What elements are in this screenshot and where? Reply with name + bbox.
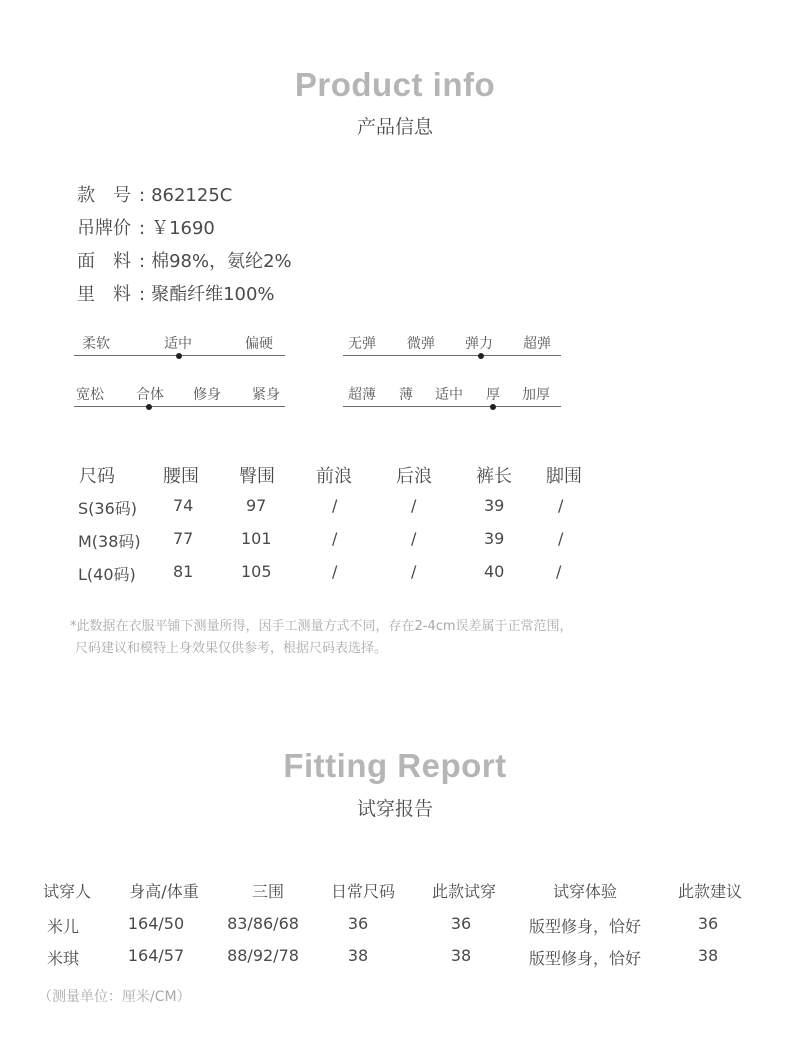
fitting-table-header: 日常尺码 xyxy=(330,882,395,901)
size-cell: / xyxy=(332,562,338,581)
fitting-cell: 米儿 xyxy=(46,917,79,936)
scale-marker-dot xyxy=(478,353,484,359)
scale-option: 无弹 xyxy=(348,336,376,352)
info-value: 棉98%，氨纶2% xyxy=(151,251,292,272)
fitting-cell: 164/57 xyxy=(127,946,185,965)
size-cell: 81 xyxy=(173,562,194,581)
fitting-cell: 36 xyxy=(697,914,719,933)
size-table-header: 后浪 xyxy=(396,466,432,487)
scale-option-selected: 厚 xyxy=(486,387,500,403)
scale-option: 超弹 xyxy=(523,336,551,352)
fitting-cell: 36 xyxy=(347,914,369,933)
fitting-cell: 36 xyxy=(450,914,472,933)
size-cell: 39 xyxy=(484,529,505,548)
scale-option: 偏硬 xyxy=(245,336,273,352)
scale-option-selected: 适中 xyxy=(164,336,192,352)
size-cell: 97 xyxy=(246,496,267,515)
scale-option: 紧身 xyxy=(252,387,280,403)
scale-option: 薄 xyxy=(399,387,413,403)
fitting-cell: 版型修身，恰好 xyxy=(528,917,641,936)
product-info-subtitle: 产品信息 xyxy=(356,116,433,138)
fitting-table-header: 试穿体验 xyxy=(552,882,617,901)
scale-option-selected: 弹力 xyxy=(465,336,493,352)
size-cell: L(40码) xyxy=(78,565,136,584)
fitting-cell: 83/86/68 xyxy=(227,914,299,933)
fitting-cell: 38 xyxy=(347,946,369,965)
scale-option: 宽松 xyxy=(76,387,104,403)
info-row-price: 吊牌价 : ￥1690 xyxy=(77,214,215,240)
fitting-cell: 38 xyxy=(450,946,472,965)
measurement-note-line-2: 尺码建议和模特上身效果仅供参考，根据尺码表选择。 xyxy=(75,641,388,656)
scale-line xyxy=(343,406,561,407)
size-cell: 39 xyxy=(484,496,505,515)
scale-option: 修身 xyxy=(193,387,221,403)
fitting-table-header: 三围 xyxy=(251,882,284,901)
info-label: 里 料 xyxy=(77,284,131,305)
size-cell: / xyxy=(411,496,417,515)
scale-option-selected: 合体 xyxy=(136,387,164,403)
info-value: 862125C xyxy=(151,185,233,206)
size-cell: / xyxy=(332,496,338,515)
scale-option: 超薄 xyxy=(348,387,376,403)
size-cell: S(36码) xyxy=(78,499,138,518)
size-table-header: 裤长 xyxy=(476,466,512,487)
fitting-report-subtitle: 试穿报告 xyxy=(356,798,433,820)
product-info-title: Product info xyxy=(294,66,496,103)
scale-option: 适中 xyxy=(435,387,463,403)
size-table-header: 前浪 xyxy=(316,466,352,487)
info-label: 吊牌价 xyxy=(77,218,131,239)
scale-marker-dot xyxy=(176,353,182,359)
scale-option: 加厚 xyxy=(522,387,550,403)
fitting-table-header: 此款试穿 xyxy=(431,882,496,901)
size-cell: / xyxy=(556,562,562,581)
scale-option: 微弹 xyxy=(407,336,435,352)
fitting-table-header: 试穿人 xyxy=(42,882,91,901)
fitting-cell: 米琪 xyxy=(46,949,79,968)
size-cell: 105 xyxy=(241,562,272,581)
scale-option: 柔软 xyxy=(82,336,110,352)
size-cell: / xyxy=(558,496,564,515)
fitting-cell: 38 xyxy=(697,946,719,965)
size-table-header: 脚围 xyxy=(546,466,582,487)
info-value: ￥1690 xyxy=(151,218,215,239)
info-row-style-no: 款 号 : 862125C xyxy=(77,181,232,207)
size-cell: 77 xyxy=(173,529,194,548)
measurement-note-line-1: *此数据在衣服平铺下测量所得，因手工测量方式不同，存在2-4cm误差属于正常范围， xyxy=(70,619,573,634)
fitting-table-header: 此款建议 xyxy=(677,882,742,901)
size-cell: / xyxy=(411,562,417,581)
size-table-header: 臀围 xyxy=(239,466,275,487)
size-cell: 40 xyxy=(484,562,505,581)
size-table-header: 腰围 xyxy=(163,466,199,487)
fitting-report-title: Fitting Report xyxy=(283,747,507,784)
size-cell: / xyxy=(332,529,338,548)
scale-line xyxy=(343,355,561,356)
fitting-cell: 88/92/78 xyxy=(227,946,299,965)
info-row-fabric: 面 料 : 棉98%，氨纶2% xyxy=(77,247,292,273)
fitting-cell: 版型修身，恰好 xyxy=(528,949,641,968)
scale-marker-dot xyxy=(146,404,152,410)
size-cell: 74 xyxy=(173,496,194,515)
fitting-table-header: 身高/体重 xyxy=(129,882,199,901)
size-cell: / xyxy=(411,529,417,548)
size-table-header: 尺码 xyxy=(79,466,115,487)
info-label: 款 号 xyxy=(77,185,131,206)
measurement-unit-note: （测量单位：厘米/CM） xyxy=(38,989,191,1005)
info-row-lining: 里 料 : 聚酯纤维100% xyxy=(77,280,275,306)
scale-marker-dot xyxy=(490,404,496,410)
scale-line xyxy=(74,406,285,407)
fitting-cell: 164/50 xyxy=(127,914,185,933)
info-label: 面 料 xyxy=(77,251,131,272)
size-cell: 101 xyxy=(241,529,272,548)
size-cell: / xyxy=(558,529,564,548)
size-cell: M(38码) xyxy=(78,532,141,551)
info-value: 聚酯纤维100% xyxy=(151,284,275,305)
